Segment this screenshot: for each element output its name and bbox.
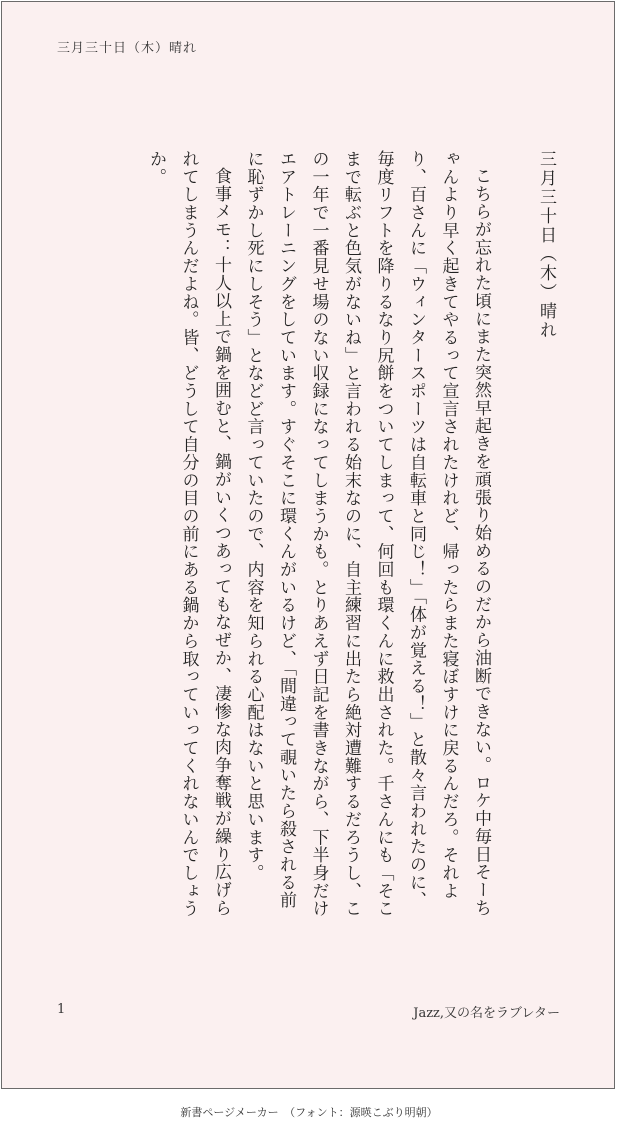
footer-book-title: Jazz,又の名をラブレター — [413, 1006, 560, 1021]
generator-caption: 新書ページメーカー （フォント：源暎こぶり明朝） — [180, 1106, 438, 1119]
body-paragraph-2: 食事メモ：十人以上で鍋を囲むと、鍋がいくつあってもなぜか、凄惨な肉争奪戦が繰り広げられてしまうんだよね。皆、どうして自分の目の前にある鍋から取っていってくれないんでしょうか。 — [146, 150, 231, 918]
book-page — [1, 1, 615, 1089]
page-number: 1 — [57, 1002, 66, 1017]
running-header: 三月三十日（木）晴れ — [57, 41, 198, 56]
diary-title: 三月三十日（木）晴れ — [536, 150, 556, 340]
body-paragraph-1: こちらが忘れた頃にまた突然早起きを頑張り始めるのだから油断できない。ロケ中毎日そーちゃんより早く起きてやるって宣言されたけれど、帰ったらまた寝ぼすけに戻るんだろ。それより、百さんに「ウィンタースポーツは自転車と同じ！」「体が覚える！」と散々言われたのに、毎度リフトを降りるなり尻餅をついてしまって、何回も環くんに救出された。千さんにも「そこまで転ぶと色気がないね」と言われる始末なのに、自主練習に出たら絶対遭難するだろうし、この一年で一番見せ場のない収録になってしまうかも。とりあえず日記を書きながら、下半身だけエアトレーニングをしています。すぐそこに環くんがいるけど、「間違って覗いたら殺される前に恥ずかし死にしそう」となどど言っていたので、内容を知られる心配はないと思います。 — [243, 150, 491, 918]
vertical-body-text — [140, 150, 563, 918]
